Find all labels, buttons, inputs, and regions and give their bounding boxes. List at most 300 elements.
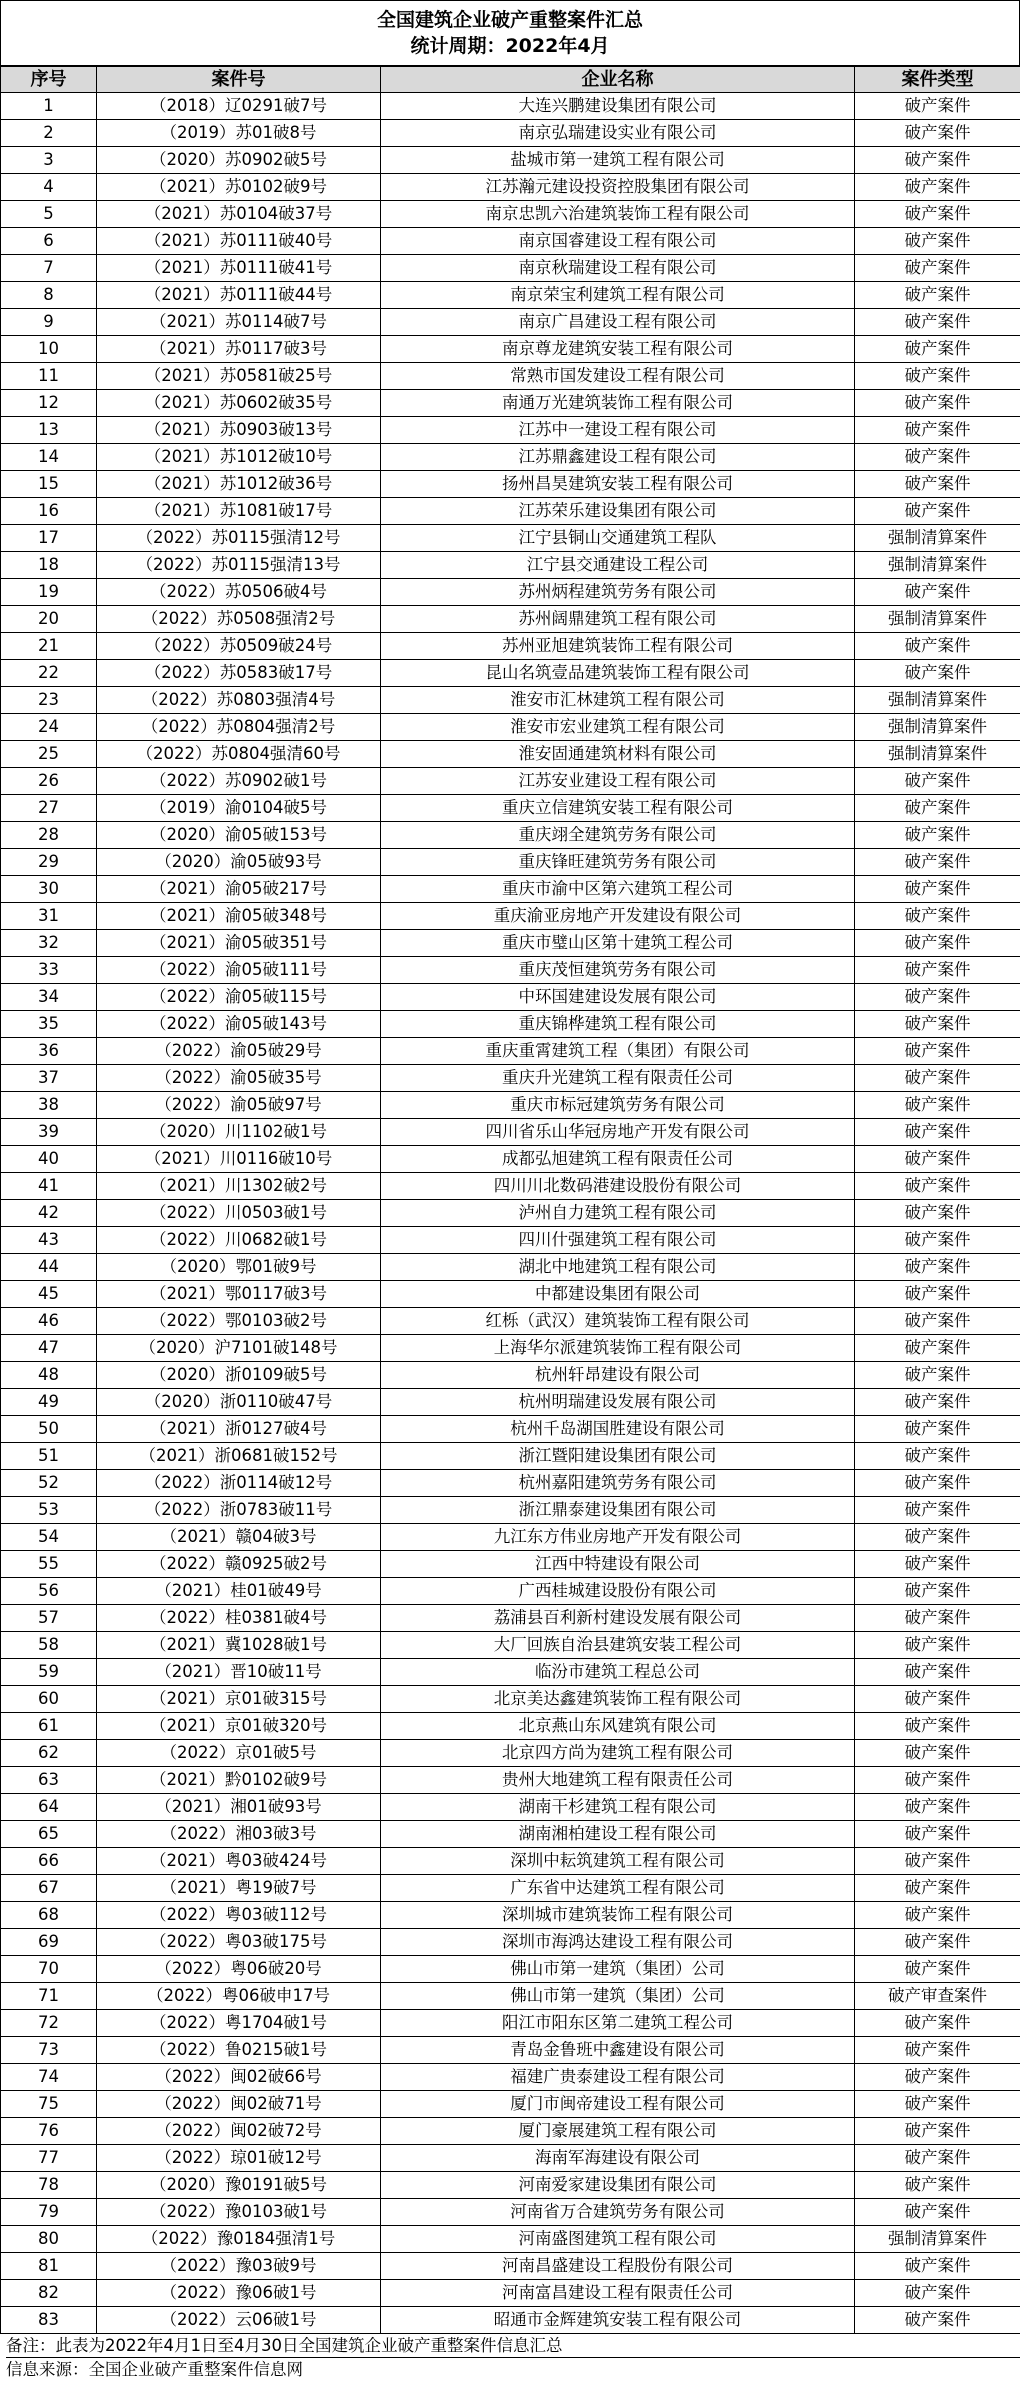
company-name: 重庆市璧山区第十建筑工程公司 (381, 930, 855, 957)
case-type: 破产案件 (855, 1227, 1020, 1254)
company-name: 贵州大地建筑工程有限责任公司 (381, 1767, 855, 1794)
case-number: （2021）苏0581破25号 (97, 363, 381, 390)
row-index: 36 (1, 1038, 97, 1065)
case-number: （2022）苏0509破24号 (97, 633, 381, 660)
company-name: 昆山名筑壹品建筑装饰工程有限公司 (381, 660, 855, 687)
company-name: 广西桂城建设股份有限公司 (381, 1578, 855, 1605)
table-row (1, 1362, 1020, 1389)
row-index: 13 (1, 417, 97, 444)
table-row (1, 1011, 1020, 1038)
case-number: （2022）苏0583破17号 (97, 660, 381, 687)
case-number: （2020）苏0902破5号 (97, 147, 381, 174)
company-name: 重庆翊全建筑劳务有限公司 (381, 822, 855, 849)
case-number: （2021）鄂0117破3号 (97, 1281, 381, 1308)
title-block (0, 0, 1020, 66)
table-row (1, 1605, 1020, 1632)
company-name: 杭州嘉阳建筑劳务有限公司 (381, 1470, 855, 1497)
case-type: 强制清算案件 (855, 525, 1020, 552)
company-name: 北京美达鑫建筑装饰工程有限公司 (381, 1686, 855, 1713)
company-name: 北京四方尚为建筑工程有限公司 (381, 1740, 855, 1767)
case-number: （2021）赣04破3号 (97, 1524, 381, 1551)
row-index: 34 (1, 984, 97, 1011)
case-number: （2021）浙0681破152号 (97, 1443, 381, 1470)
case-type: 破产案件 (855, 1740, 1020, 1767)
company-name: 荔浦县百利新村建设发展有限公司 (381, 1605, 855, 1632)
row-index: 38 (1, 1092, 97, 1119)
table-row (1, 120, 1020, 147)
case-type: 强制清算案件 (855, 687, 1020, 714)
case-number: （2021）苏1012破10号 (97, 444, 381, 471)
table-row (1, 1119, 1020, 1146)
table-row (1, 2199, 1020, 2226)
company-name: 重庆茂恒建筑劳务有限公司 (381, 957, 855, 984)
row-index: 8 (1, 282, 97, 309)
case-number: （2022）浙0783破11号 (97, 1497, 381, 1524)
case-type: 破产案件 (855, 2145, 1020, 2172)
table-row (1, 795, 1020, 822)
case-number: （2021）苏1081破17号 (97, 498, 381, 525)
case-number: （2022）鄂0103破2号 (97, 1308, 381, 1335)
company-name: 浙江鼎泰建设集团有限公司 (381, 1497, 855, 1524)
company-name: 江苏荣乐建设集团有限公司 (381, 498, 855, 525)
case-type: 破产案件 (855, 876, 1020, 903)
table-row (1, 2064, 1020, 2091)
row-index: 77 (1, 2145, 97, 2172)
case-number: （2022）赣0925破2号 (97, 1551, 381, 1578)
case-number: （2022）浙0114破12号 (97, 1470, 381, 1497)
company-name: 重庆市渝中区第六建筑工程公司 (381, 876, 855, 903)
period-label: 统计周期：2022年4月 (1, 33, 1019, 59)
case-type: 破产案件 (855, 1929, 1020, 1956)
case-number: （2022）闽02破66号 (97, 2064, 381, 2091)
table-row (1, 1416, 1020, 1443)
company-name: 湖南干杉建筑工程有限公司 (381, 1794, 855, 1821)
table-row (1, 849, 1020, 876)
row-index: 49 (1, 1389, 97, 1416)
company-name: 四川什强建筑工程有限公司 (381, 1227, 855, 1254)
table-row (1, 1281, 1020, 1308)
case-number: （2018）辽0291破7号 (97, 93, 381, 120)
case-number: （2022）渝05破111号 (97, 957, 381, 984)
table-row (1, 147, 1020, 174)
case-type: 破产案件 (855, 1416, 1020, 1443)
row-index: 80 (1, 2226, 97, 2253)
row-index: 82 (1, 2280, 97, 2307)
company-name: 佛山市第一建筑（集团）公司 (381, 1956, 855, 1983)
row-index: 37 (1, 1065, 97, 1092)
case-type: 破产案件 (855, 417, 1020, 444)
table-row (1, 1092, 1020, 1119)
row-index: 29 (1, 849, 97, 876)
row-index: 25 (1, 741, 97, 768)
case-type: 破产案件 (855, 1335, 1020, 1362)
row-index: 53 (1, 1497, 97, 1524)
case-type: 破产案件 (855, 768, 1020, 795)
case-number: （2022）苏0508强清2号 (97, 606, 381, 633)
table-row (1, 1713, 1020, 1740)
company-name: 阳江市阳东区第二建筑工程公司 (381, 2010, 855, 2037)
table-row (1, 1200, 1020, 1227)
company-name: 苏州阔鼎建筑工程有限公司 (381, 606, 855, 633)
case-number: （2020）渝05破93号 (97, 849, 381, 876)
table-row (1, 309, 1020, 336)
row-index: 75 (1, 2091, 97, 2118)
company-name: 河南昌盛建设工程股份有限公司 (381, 2253, 855, 2280)
case-type: 破产案件 (855, 471, 1020, 498)
table-row (1, 201, 1020, 228)
case-number: （2020）浙0109破5号 (97, 1362, 381, 1389)
row-index: 67 (1, 1875, 97, 1902)
row-index: 66 (1, 1848, 97, 1875)
row-index: 73 (1, 2037, 97, 2064)
case-number: （2022）渝05破29号 (97, 1038, 381, 1065)
company-name: 上海华尔派建筑装饰工程有限公司 (381, 1335, 855, 1362)
case-type: 破产案件 (855, 2064, 1020, 2091)
table-row (1, 957, 1020, 984)
case-type: 破产案件 (855, 984, 1020, 1011)
case-number: （2021）苏0117破3号 (97, 336, 381, 363)
row-index: 46 (1, 1308, 97, 1335)
case-type: 破产案件 (855, 1362, 1020, 1389)
case-number: （2021）苏0111破40号 (97, 228, 381, 255)
case-number: （2022）湘03破3号 (97, 1821, 381, 1848)
case-type: 破产案件 (855, 1794, 1020, 1821)
case-number: （2022）苏0804强清2号 (97, 714, 381, 741)
case-type: 破产案件 (855, 1551, 1020, 1578)
case-number: （2021）浙0127破4号 (97, 1416, 381, 1443)
company-name: 临汾市建筑工程总公司 (381, 1659, 855, 1686)
table-row (1, 579, 1020, 606)
company-name: 南京忠凯六治建筑装饰工程有限公司 (381, 201, 855, 228)
case-type: 破产案件 (855, 228, 1020, 255)
row-index: 28 (1, 822, 97, 849)
case-number: （2022）京01破5号 (97, 1740, 381, 1767)
case-number: （2020）豫0191破5号 (97, 2172, 381, 2199)
table-row (1, 498, 1020, 525)
table-row (1, 1740, 1020, 1767)
row-index: 65 (1, 1821, 97, 1848)
case-type: 破产案件 (855, 1092, 1020, 1119)
row-index: 74 (1, 2064, 97, 2091)
row-index: 79 (1, 2199, 97, 2226)
case-type: 破产案件 (855, 1443, 1020, 1470)
row-index: 41 (1, 1173, 97, 1200)
case-number: （2021）粤19破7号 (97, 1875, 381, 1902)
case-type: 破产案件 (855, 1011, 1020, 1038)
case-number: （2022）粤06破申17号 (97, 1983, 381, 2010)
footer (0, 2334, 1020, 2381)
row-index: 59 (1, 1659, 97, 1686)
case-number: （2021）苏1012破36号 (97, 471, 381, 498)
case-number: （2022）鲁0215破1号 (97, 2037, 381, 2064)
case-type: 破产案件 (855, 201, 1020, 228)
table-row (1, 1821, 1020, 1848)
case-type: 破产案件 (855, 93, 1020, 120)
case-type: 破产案件 (855, 174, 1020, 201)
table-row (1, 2010, 1020, 2037)
case-number: （2021）渝05破348号 (97, 903, 381, 930)
row-index: 54 (1, 1524, 97, 1551)
case-type: 破产案件 (855, 2091, 1020, 2118)
row-index: 81 (1, 2253, 97, 2280)
table-row (1, 2226, 1020, 2253)
table-row (1, 282, 1020, 309)
case-number: （2021）湘01破93号 (97, 1794, 381, 1821)
table-row (1, 2091, 1020, 2118)
case-type: 强制清算案件 (855, 2226, 1020, 2253)
case-type: 破产案件 (855, 120, 1020, 147)
row-index: 11 (1, 363, 97, 390)
company-name: 河南富昌建设工程有限责任公司 (381, 2280, 855, 2307)
row-index: 42 (1, 1200, 97, 1227)
table-row (1, 660, 1020, 687)
case-number: （2022）豫0184强清1号 (97, 2226, 381, 2253)
row-index: 63 (1, 1767, 97, 1794)
case-type: 破产案件 (855, 633, 1020, 660)
row-index: 72 (1, 2010, 97, 2037)
case-type: 破产案件 (855, 1578, 1020, 1605)
case-number: （2021）苏0111破44号 (97, 282, 381, 309)
table-row (1, 2172, 1020, 2199)
case-type: 破产案件 (855, 795, 1020, 822)
company-name: 重庆渝亚房地产开发建设有限公司 (381, 903, 855, 930)
company-name: 南京秋瑞建设工程有限公司 (381, 255, 855, 282)
company-name: 大厂回族自治县建筑安装工程公司 (381, 1632, 855, 1659)
company-name: 江西中特建设有限公司 (381, 1551, 855, 1578)
table-row (1, 2280, 1020, 2307)
row-index: 19 (1, 579, 97, 606)
case-type: 破产案件 (855, 1497, 1020, 1524)
table-row (1, 2253, 1020, 2280)
company-name: 河南爱家建设集团有限公司 (381, 2172, 855, 2199)
table-row (1, 417, 1020, 444)
case-type: 强制清算案件 (855, 714, 1020, 741)
company-name: 深圳城市建筑装饰工程有限公司 (381, 1902, 855, 1929)
company-name: 重庆锦桦建筑工程有限公司 (381, 1011, 855, 1038)
case-type: 破产审查案件 (855, 1983, 1020, 2010)
table-row (1, 1794, 1020, 1821)
case-type: 破产案件 (855, 444, 1020, 471)
case-type: 破产案件 (855, 1308, 1020, 1335)
case-type: 破产案件 (855, 1281, 1020, 1308)
case-type: 破产案件 (855, 579, 1020, 606)
case-number: （2022）川0682破1号 (97, 1227, 381, 1254)
case-type: 破产案件 (855, 309, 1020, 336)
case-number: （2022）闽02破71号 (97, 2091, 381, 2118)
table-row (1, 1524, 1020, 1551)
case-type: 破产案件 (855, 255, 1020, 282)
case-type: 破产案件 (855, 1902, 1020, 1929)
case-type: 破产案件 (855, 660, 1020, 687)
table-row (1, 930, 1020, 957)
row-index: 1 (1, 93, 97, 120)
row-index: 58 (1, 1632, 97, 1659)
case-type: 破产案件 (855, 282, 1020, 309)
case-number: （2020）渝05破153号 (97, 822, 381, 849)
table-row (1, 1335, 1020, 1362)
table-row (1, 1497, 1020, 1524)
company-name: 淮安市汇林建筑工程有限公司 (381, 687, 855, 714)
company-name: 四川省乐山华冠房地产开发有限公司 (381, 1119, 855, 1146)
header-company-name: 企业名称 (381, 67, 855, 93)
row-index: 33 (1, 957, 97, 984)
case-type: 破产案件 (855, 1875, 1020, 1902)
case-type: 破产案件 (855, 1713, 1020, 1740)
table-row (1, 1902, 1020, 1929)
case-number: （2020）川1102破1号 (97, 1119, 381, 1146)
table-row (1, 1173, 1020, 1200)
row-index: 45 (1, 1281, 97, 1308)
company-name: 扬州昌昊建筑安装工程有限公司 (381, 471, 855, 498)
table-row (1, 552, 1020, 579)
case-type: 破产案件 (855, 2199, 1020, 2226)
row-index: 51 (1, 1443, 97, 1470)
case-number: （2022）琼01破12号 (97, 2145, 381, 2172)
table-row (1, 1767, 1020, 1794)
case-number: （2022）闽02破72号 (97, 2118, 381, 2145)
row-index: 22 (1, 660, 97, 687)
case-number: （2022）豫06破1号 (97, 2280, 381, 2307)
case-number: （2021）渝05破351号 (97, 930, 381, 957)
case-number: （2022）川0503破1号 (97, 1200, 381, 1227)
case-type: 破产案件 (855, 1848, 1020, 1875)
company-name: 昭通市金辉建筑安装工程有限公司 (381, 2307, 855, 2334)
row-index: 26 (1, 768, 97, 795)
case-type: 破产案件 (855, 147, 1020, 174)
case-type: 破产案件 (855, 390, 1020, 417)
table-row (1, 903, 1020, 930)
case-type: 破产案件 (855, 1119, 1020, 1146)
company-name: 南京弘瑞建设实业有限公司 (381, 120, 855, 147)
case-type: 破产案件 (855, 903, 1020, 930)
case-number: （2021）苏0602破35号 (97, 390, 381, 417)
row-index: 83 (1, 2307, 97, 2334)
footer-source: 信息来源：全国企业破产重整案件信息网 (6, 2358, 1020, 2381)
case-number: （2022）粤03破112号 (97, 1902, 381, 1929)
case-type: 破产案件 (855, 1605, 1020, 1632)
case-number: （2021）京01破320号 (97, 1713, 381, 1740)
case-number: （2022）苏0902破1号 (97, 768, 381, 795)
case-type: 破产案件 (855, 1200, 1020, 1227)
table-row (1, 2307, 1020, 2334)
case-number: （2022）渝05破115号 (97, 984, 381, 1011)
company-name: 中都建设集团有限公司 (381, 1281, 855, 1308)
company-name: 江苏中一建设工程有限公司 (381, 417, 855, 444)
case-type: 强制清算案件 (855, 606, 1020, 633)
table-row (1, 984, 1020, 1011)
table-row (1, 1983, 1020, 2010)
row-index: 68 (1, 1902, 97, 1929)
table-row (1, 1686, 1020, 1713)
table-row (1, 525, 1020, 552)
case-number: （2022）苏0804强清60号 (97, 741, 381, 768)
row-index: 64 (1, 1794, 97, 1821)
company-name: 江宁县交通建设工程公司 (381, 552, 855, 579)
row-index: 60 (1, 1686, 97, 1713)
row-index: 50 (1, 1416, 97, 1443)
company-name: 成都弘旭建筑工程有限责任公司 (381, 1146, 855, 1173)
row-index: 61 (1, 1713, 97, 1740)
row-index: 40 (1, 1146, 97, 1173)
case-type: 破产案件 (855, 849, 1020, 876)
case-type: 破产案件 (855, 1065, 1020, 1092)
case-type: 破产案件 (855, 1389, 1020, 1416)
table-row (1, 1389, 1020, 1416)
case-number: （2021）川1302破2号 (97, 1173, 381, 1200)
company-name: 江宁县铜山交通建筑工程队 (381, 525, 855, 552)
table-row (1, 1578, 1020, 1605)
row-index: 52 (1, 1470, 97, 1497)
table-row (1, 687, 1020, 714)
table-row (1, 1254, 1020, 1281)
table-row (1, 768, 1020, 795)
table-row (1, 1227, 1020, 1254)
table-row (1, 1875, 1020, 1902)
company-name: 苏州亚旭建筑装饰工程有限公司 (381, 633, 855, 660)
row-index: 10 (1, 336, 97, 363)
case-type: 破产案件 (855, 498, 1020, 525)
company-name: 江苏瀚元建设投资控股集团有限公司 (381, 174, 855, 201)
company-name: 盐城市第一建筑工程有限公司 (381, 147, 855, 174)
company-name: 湖南湘柏建设工程有限公司 (381, 1821, 855, 1848)
table-row (1, 93, 1020, 120)
row-index: 57 (1, 1605, 97, 1632)
company-name: 厦门市闽帝建设工程有限公司 (381, 2091, 855, 2118)
case-type: 破产案件 (855, 822, 1020, 849)
case-number: （2021）粤03破424号 (97, 1848, 381, 1875)
company-name: 南京荣宝利建筑工程有限公司 (381, 282, 855, 309)
footer-note: 备注：此表为2022年4月1日至4月30日全国建筑企业破产重整案件信息汇总 (6, 2334, 1020, 2358)
table-row (1, 444, 1020, 471)
row-index: 17 (1, 525, 97, 552)
row-index: 21 (1, 633, 97, 660)
row-index: 44 (1, 1254, 97, 1281)
row-index: 48 (1, 1362, 97, 1389)
case-type: 破产案件 (855, 1767, 1020, 1794)
row-index: 39 (1, 1119, 97, 1146)
table-row (1, 2037, 1020, 2064)
case-type: 强制清算案件 (855, 741, 1020, 768)
case-number: （2019）渝0104破5号 (97, 795, 381, 822)
table-row (1, 1632, 1020, 1659)
case-type: 破产案件 (855, 2172, 1020, 2199)
company-name: 海南军海建设有限公司 (381, 2145, 855, 2172)
row-index: 70 (1, 1956, 97, 1983)
row-index: 32 (1, 930, 97, 957)
row-index: 47 (1, 1335, 97, 1362)
table-row (1, 2145, 1020, 2172)
company-name: 重庆升光建筑工程有限责任公司 (381, 1065, 855, 1092)
case-number: （2022）苏0803强清4号 (97, 687, 381, 714)
case-type: 破产案件 (855, 957, 1020, 984)
case-type: 破产案件 (855, 2010, 1020, 2037)
table-row (1, 228, 1020, 255)
case-number: （2022）苏0506破4号 (97, 579, 381, 606)
case-type: 破产案件 (855, 1146, 1020, 1173)
case-type: 破产案件 (855, 1470, 1020, 1497)
page-title: 全国建筑企业破产重整案件汇总 (1, 1, 1019, 33)
row-index: 5 (1, 201, 97, 228)
company-name: 杭州轩昂建设有限公司 (381, 1362, 855, 1389)
company-name: 南通万光建筑装饰工程有限公司 (381, 390, 855, 417)
case-number: （2020）浙0110破47号 (97, 1389, 381, 1416)
company-name: 大连兴鹏建设集团有限公司 (381, 93, 855, 120)
case-number: （2022）渝05破97号 (97, 1092, 381, 1119)
case-type: 破产案件 (855, 1173, 1020, 1200)
row-index: 4 (1, 174, 97, 201)
case-type: 破产案件 (855, 2253, 1020, 2280)
case-number: （2019）苏01破8号 (97, 120, 381, 147)
